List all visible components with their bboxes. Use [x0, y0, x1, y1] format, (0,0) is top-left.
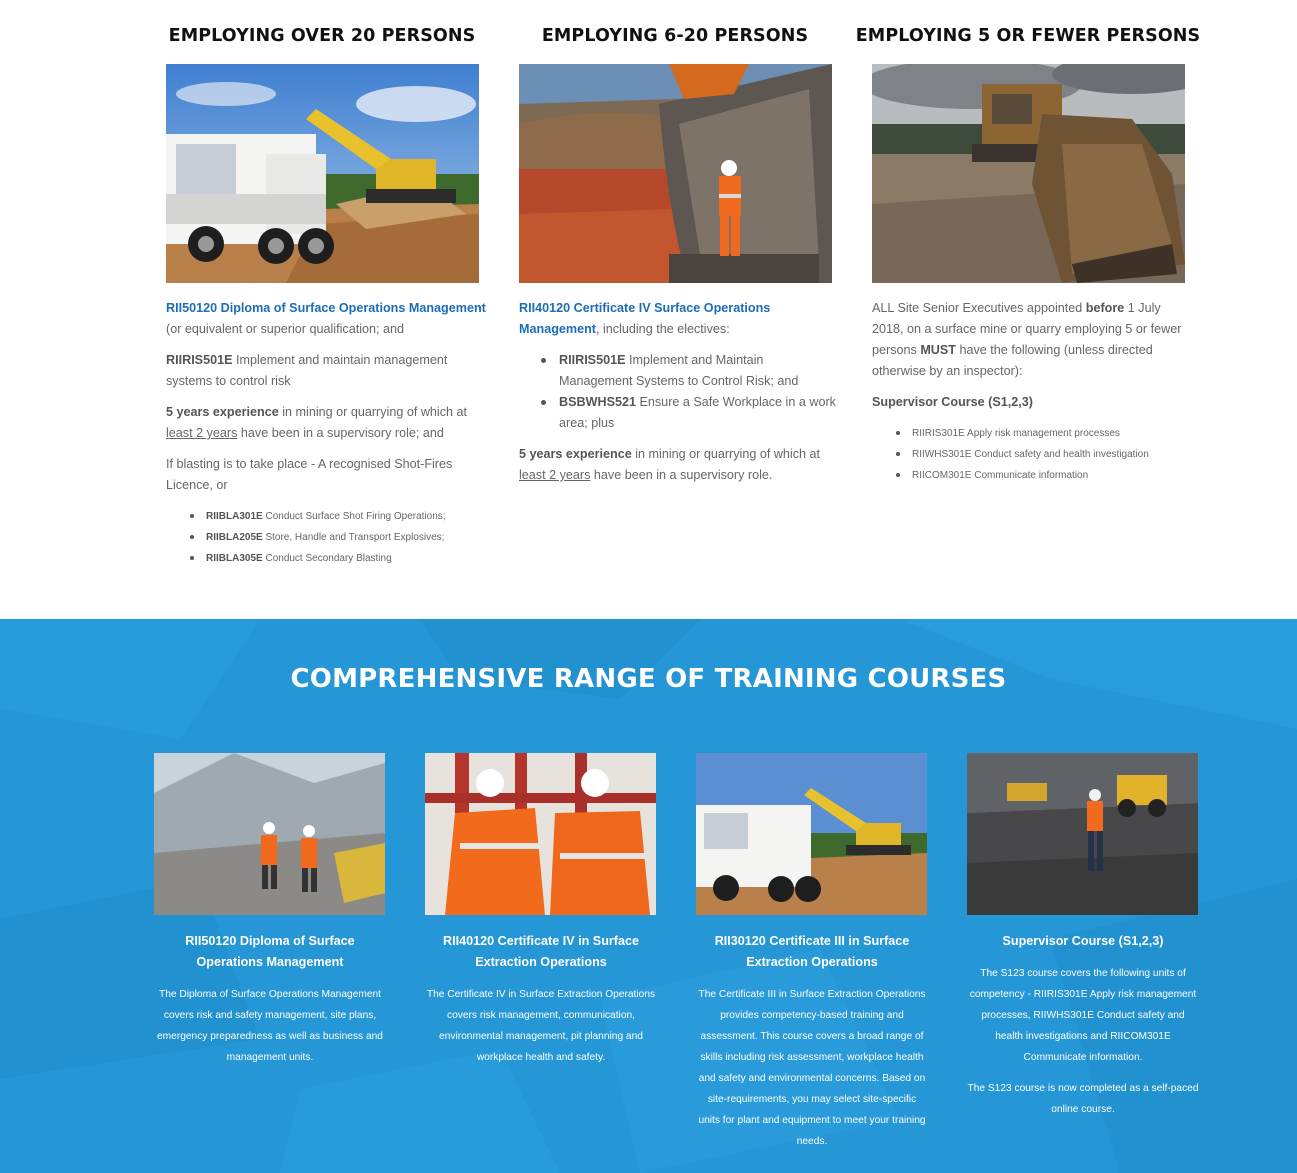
unit-text: Ensure a Safe Workplace in a work area; plus: [559, 395, 836, 430]
description-paragraph: The S123 course covers the following units of competency - RIIRIS301E Apply risk management processes, RIIWHS301E Conduct safety and health investigations and RIICOM301E Communicate information.: [969, 968, 1197, 1063]
before-bold: before: [1085, 301, 1125, 315]
unit-code: RIIBLA205E: [206, 532, 263, 543]
column-heading: EMPLOYING 5 OR FEWER PERSONS: [855, 26, 1201, 46]
course-card-certificate-iii[interactable]: [696, 753, 928, 1162]
unit-text: Conduct Surface Shot Firing Operations;: [265, 511, 446, 522]
list-item: [541, 350, 839, 392]
qualification-paragraph: [519, 298, 839, 340]
column-body: [872, 298, 1192, 486]
description-paragraph: The Certificate III in Surface Extraction Operations provides competency-based training and assessment. This course covers a broad range of skills including risk assessment, workplace health and safety and environmental concerns. Based on site-requirements, you may select site-specific units for plant and equipment to meet your training needs.: [698, 989, 926, 1147]
unit-code: BSBWHS521: [559, 395, 636, 409]
experience-text: in mining or quarrying of which at: [635, 447, 821, 461]
list-item: [190, 548, 486, 569]
column-heading: EMPLOYING OVER 20 PERSONS: [168, 26, 476, 46]
list-item: [190, 527, 486, 548]
experience-bold: 5 years experience: [519, 447, 632, 461]
unit-text: Store, Handle and Transport Explosives;: [265, 532, 445, 543]
supervisor-mine-site-photo: [967, 753, 1198, 915]
experience-underlined: least 2 years: [166, 426, 238, 440]
truck-excavator-photo: [166, 64, 479, 283]
supervisor-course-bold: Supervisor Course (S1,2,3): [872, 395, 1033, 409]
course-description: [154, 984, 386, 1068]
course-card-diploma[interactable]: [154, 753, 386, 1078]
supervisor-units-list: [896, 423, 1192, 486]
experience-rest: have been in a supervisory role.: [593, 468, 773, 482]
course-title[interactable]: RII50120 Diploma of Surface Operations Management: [185, 934, 355, 969]
qualification-note: , including the electives:: [595, 322, 730, 336]
training-courses-section: [0, 619, 1297, 1173]
executives-text-2: 1 July 2018, on a surface mine or quarry employing 5 or fewer persons: [872, 301, 1182, 357]
course-description: [425, 984, 657, 1068]
qualification-note: (or equivalent or superior qualification; and: [166, 322, 405, 336]
qualification-paragraph: [166, 298, 486, 340]
course-title[interactable]: RII40120 Certificate IV in Surface Extraction Operations: [443, 934, 639, 969]
truck-excavator-photo: [696, 753, 927, 915]
column-heading: EMPLOYING 6-20 PERSONS: [541, 26, 809, 46]
excavator-bucket-photo: [872, 64, 1185, 283]
description-paragraph: The Certificate IV in Surface Extraction Operations covers risk management, communication, environmental management, pit planning and workplace health and safety.: [426, 989, 656, 1063]
unit-text: Implement and Maintain Management Systems to Control Risk; and: [559, 353, 799, 388]
workers-handshake-photo: [425, 753, 656, 915]
executives-text: ALL Site Senior Executives appointed: [872, 301, 1083, 315]
must-bold: MUST: [920, 343, 956, 357]
unit-code: RIIRIS501E: [166, 353, 233, 367]
experience-paragraph: [519, 444, 839, 486]
workers-quarry-photo: [154, 753, 385, 915]
course-card-supervisor[interactable]: [967, 753, 1199, 1130]
course-description: [696, 984, 928, 1152]
unit-code: RIIBLA305E: [206, 553, 263, 564]
list-item: RIIWHS301E Conduct safety and health investigation: [896, 444, 1192, 465]
column-body: [166, 298, 486, 569]
unit-text: Conduct Secondary Blasting: [265, 553, 392, 564]
course-title[interactable]: RII30120 Certificate III in Surface Extraction Operations: [714, 934, 910, 969]
list-item: RIICOM301E Communicate information: [896, 465, 1192, 486]
experience-text: in mining or quarrying of which at: [282, 405, 468, 419]
unit-paragraph: [166, 350, 486, 392]
executives-paragraph: [872, 298, 1192, 382]
mining-bucket-worker-photo: [519, 64, 832, 283]
description-paragraph: The Diploma of Surface Operations Management covers risk and safety management, site plans, emergency preparedness as well as business and management units.: [157, 989, 383, 1063]
diploma-link[interactable]: RII50120 Diploma of Surface Operations Management: [166, 301, 486, 315]
electives-list: [541, 350, 839, 434]
list-item: RIIRIS301E Apply risk management processes: [896, 423, 1192, 444]
experience-bold: 5 years experience: [166, 405, 279, 419]
experience-rest: have been in a supervisory role; and: [240, 426, 444, 440]
executives-text-3: have the following (unless directed otherwise by an inspector):: [872, 343, 1153, 378]
blasting-units-list: [190, 506, 486, 569]
course-title[interactable]: Supervisor Course (S1,2,3): [1002, 934, 1164, 948]
unit-code: RIIRIS501E: [559, 353, 626, 367]
unit-text: Implement and maintain management systems to control risk: [166, 353, 448, 388]
blasting-paragraph: If blasting is to take place - A recognised Shot-Fires Licence, or: [166, 457, 453, 492]
course-description: [967, 963, 1199, 1120]
column-body: [519, 298, 839, 496]
certificate-iv-link[interactable]: RII40120 Certificate IV Surface Operations Management: [519, 301, 771, 336]
description-paragraph: The S123 course is now completed as a self-paced online course.: [967, 1083, 1199, 1115]
experience-paragraph: [166, 402, 486, 444]
list-item: [541, 392, 839, 434]
supervisor-course-label: [872, 392, 1192, 413]
course-card-certificate-iv[interactable]: [425, 753, 657, 1078]
unit-code: RIIBLA301E: [206, 511, 263, 522]
experience-underlined: least 2 years: [519, 468, 591, 482]
list-item: [190, 506, 486, 527]
section-title: COMPREHENSIVE RANGE OF TRAINING COURSES: [290, 664, 1007, 694]
